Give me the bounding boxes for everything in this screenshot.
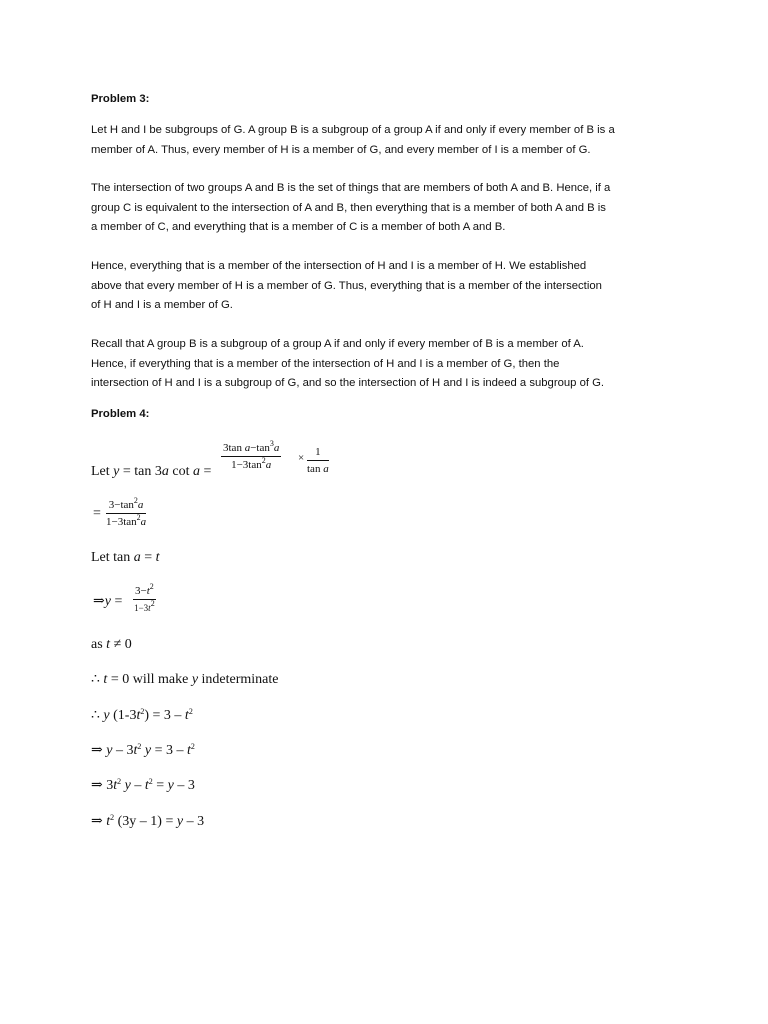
problem-3-heading: Problem 3: [91, 93, 150, 105]
paragraph-line: Hence, everything that is a member of the intersection of H and I is a member of H. We established [91, 260, 587, 272]
fraction-reciprocal-tan: $\frac{1}{\text{tan a}}$ [307, 446, 329, 475]
equation-line-7: ∴ y $(1-3t^2) = 3 - t^2$ [91, 707, 193, 723]
times-symbol: × [298, 452, 305, 464]
equation-line-10: ⇒ $t^2$ (3y – 1) = y – 3 [91, 813, 205, 829]
equation-line-5: as t ≠ 0 [91, 637, 132, 652]
equation-line-1: Let y = tan 3a cot a = [91, 464, 212, 479]
paragraph-line: group C is equivalent to the intersection of A and B, then everything that is a member of both A and B is [91, 201, 606, 214]
equation-line-2: = [93, 506, 101, 521]
equation-line-4: ⇒y = [93, 594, 123, 609]
paragraph-line: Recall that A group B is a subgroup of a group A if and only if every member of B is a member of A. [91, 338, 584, 350]
paragraph-line: Let H and I be subgroups of G. A group B is a subgroup of a group A if and only if every member of B is a [91, 124, 615, 136]
paragraph-line: intersection of H and I is a subgroup of G, and so the intersection of H and I is indeed a subgroup of G. [91, 377, 605, 389]
paragraph-line: above that every member of H is a member of G. Thus, everything that is a member of the intersection [91, 279, 602, 292]
equation-line-6: ∴ t = 0 will make y indeterminate [91, 672, 279, 687]
problem-3-paragraph-1 [91, 121, 615, 160]
problem-3-paragraph-2 [91, 179, 610, 238]
equation-line-3: Let tan a = t [91, 550, 160, 565]
fraction-in-t: $3-t^2$ $1-3t^2$ [134, 582, 155, 613]
paragraph-line: member of A. Thus, every member of H is a member of G, and every member of I is a member of G. [91, 143, 591, 156]
equation-line-9: ⇒ $3t^2$ $y - t^2 = y - 3$ [91, 777, 195, 793]
paragraph-line: a member of C, and everything that is a member of C is a member of both A and B. [91, 221, 506, 233]
problem-3-paragraph-4 [91, 335, 604, 394]
problem-3-paragraph-3 [91, 257, 602, 316]
paragraph-line: Hence, if everything that is a member of the intersection of H and I is a member of G, then the [91, 357, 560, 370]
fraction-tan3a: $\frac{3\tan a-\tan^3a}{1-3\tan^2a}$ [223, 439, 280, 471]
equation-line-8: ⇒ y – $3t^2$ $y = 3 - t^2$ [91, 742, 195, 758]
paragraph-line: of H and I is a member of G. [91, 299, 233, 311]
problem-4-heading: Problem 4: [91, 408, 150, 420]
fraction-simplified: $\frac{3-\tan^2a}{1-3\tan^2a}$ [106, 496, 147, 528]
paragraph-line: The intersection of two groups A and B is the set of things that are members of both A and B. Hence, if a [91, 182, 611, 194]
